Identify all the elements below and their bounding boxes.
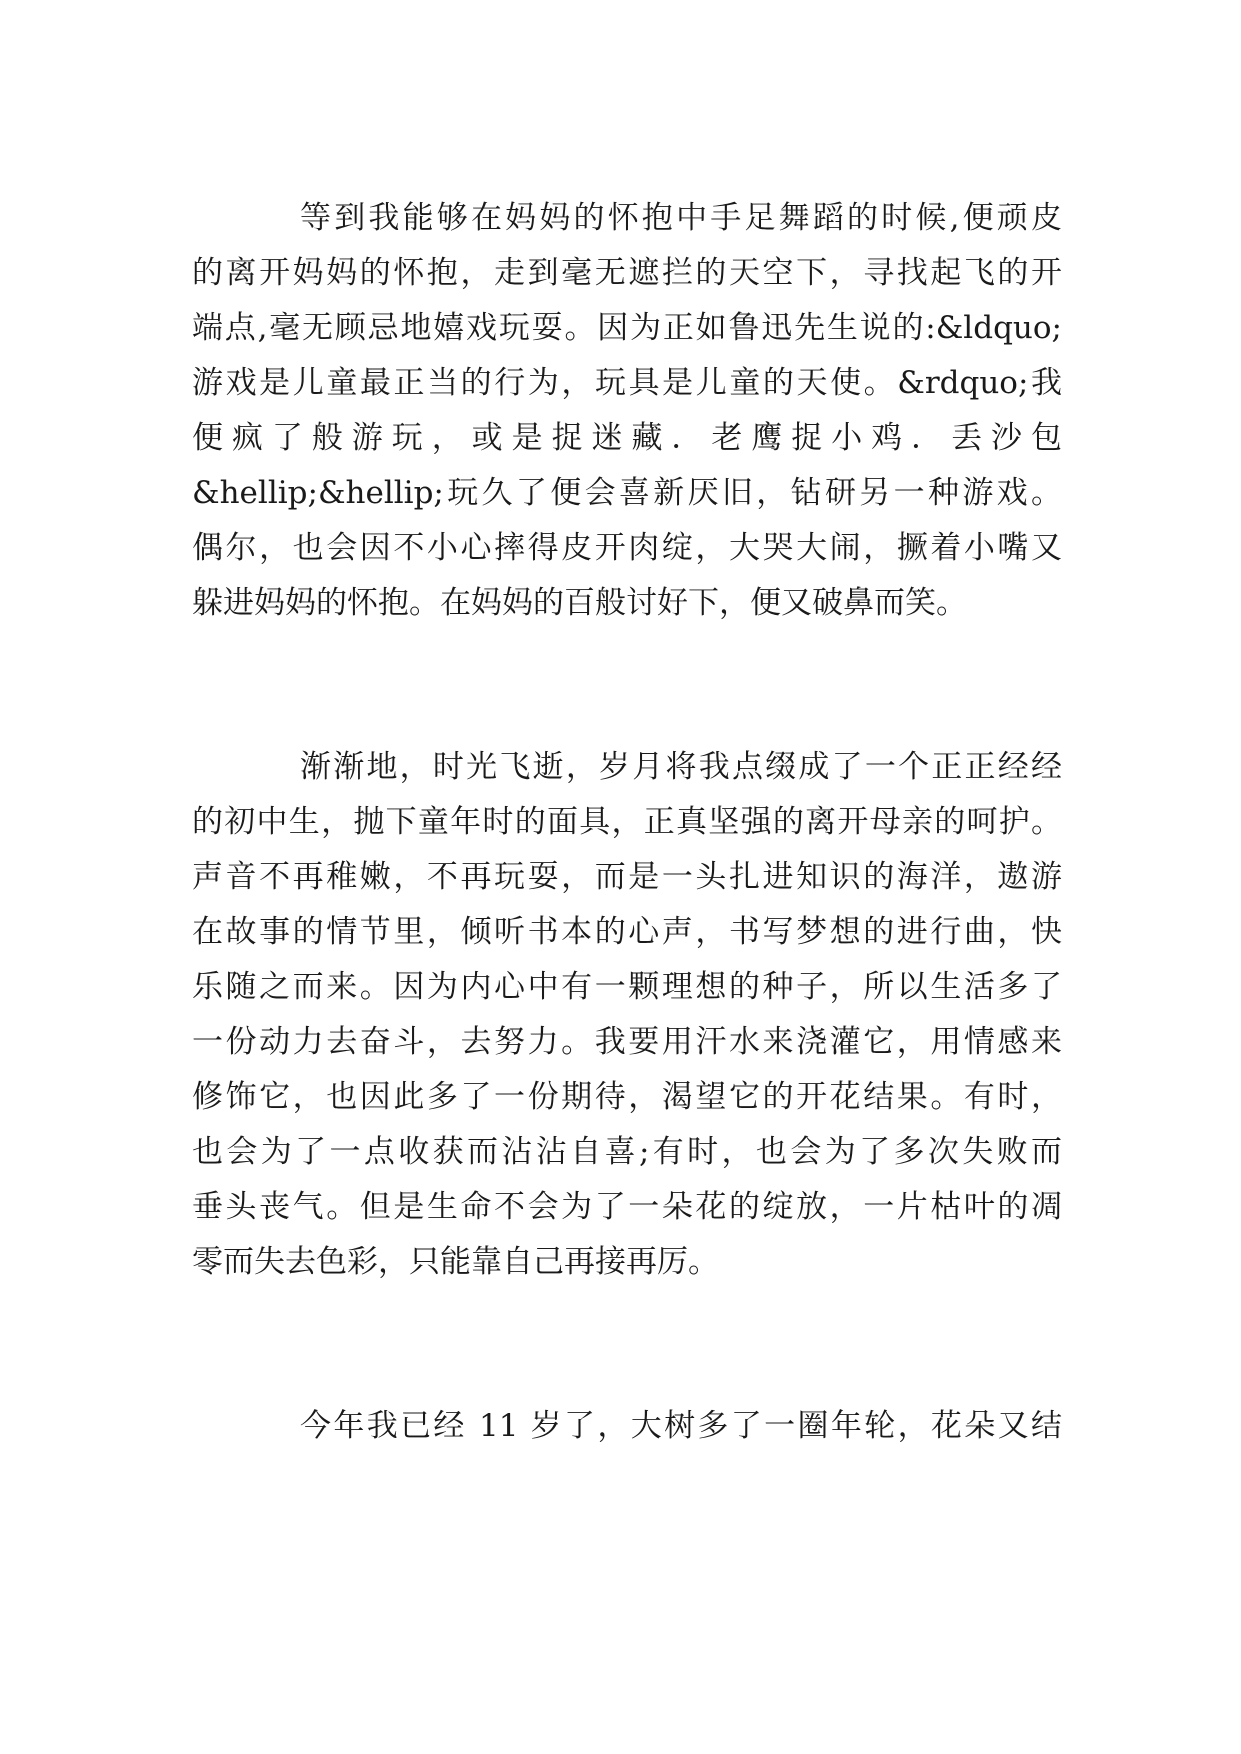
paragraph-line: 偶尔，也会因不小心摔得皮开肉绽，大哭大闹，撅着小嘴又 — [192, 530, 1062, 566]
paragraph-line: 一份动力去奋斗，去努力。我要用汗水来浇灌它，用情感来 — [192, 1024, 1062, 1060]
paragraph-line: 在故事的情节里，倾听书本的心声，书写梦想的进行曲，快 — [192, 914, 1062, 950]
paragraph-line: 的离开妈妈的怀抱，走到毫无遮拦的天空下，寻找起飞的开 — [192, 255, 1062, 291]
paragraph-line: 乐随之而来。因为内心中有一颗理想的种子，所以生活多了 — [192, 969, 1062, 1005]
paragraph-line: 修饰它，也因此多了一份期待，渴望它的开花结果。有时， — [192, 1079, 1062, 1115]
paragraph-line: 零而失去色彩，只能靠自己再接再厉。 — [192, 1244, 719, 1280]
paragraph-line: 垂头丧气。但是生命不会为了一朵花的绽放，一片枯叶的凋 — [192, 1189, 1062, 1225]
paragraph-line: 等到我能够在妈妈的怀抱中手足舞蹈的时候,便顽皮 — [300, 200, 1062, 236]
paragraph-line: 躲进妈妈的怀抱。在妈妈的百般讨好下，便又破鼻而笑。 — [192, 585, 967, 621]
paragraph-line: 也会为了一点收获而沾沾自喜;有时，也会为了多次失败而 — [192, 1134, 1062, 1170]
paragraph-line: &hellip;&hellip;玩久了便会喜新厌旧，钻研另一种游戏。 — [192, 475, 1062, 511]
paragraph-line: 渐渐地，时光飞逝，岁月将我点缀成了一个正正经经 — [300, 749, 1062, 785]
paragraph-line: 的初中生，抛下童年时的面具，正真坚强的离开母亲的呵护。 — [192, 804, 1062, 840]
paragraph-line: 今年我已经 11 岁了，大树多了一圈年轮，花朵又结 — [300, 1408, 1062, 1444]
paragraph-line: 端点,毫无顾忌地嬉戏玩耍。因为正如鲁迅先生说的:&ldquo; — [192, 310, 1062, 346]
paragraph-line: 便疯了般游玩，或是捉迷藏．老鹰捉小鸡．丢沙包 — [192, 420, 1062, 456]
paragraph-line: 声音不再稚嫩，不再玩耍，而是一头扎进知识的海洋，遨游 — [192, 859, 1062, 895]
paragraph-line: 游戏是儿童最正当的行为，玩具是儿童的天使。&rdquo;我 — [192, 365, 1062, 401]
